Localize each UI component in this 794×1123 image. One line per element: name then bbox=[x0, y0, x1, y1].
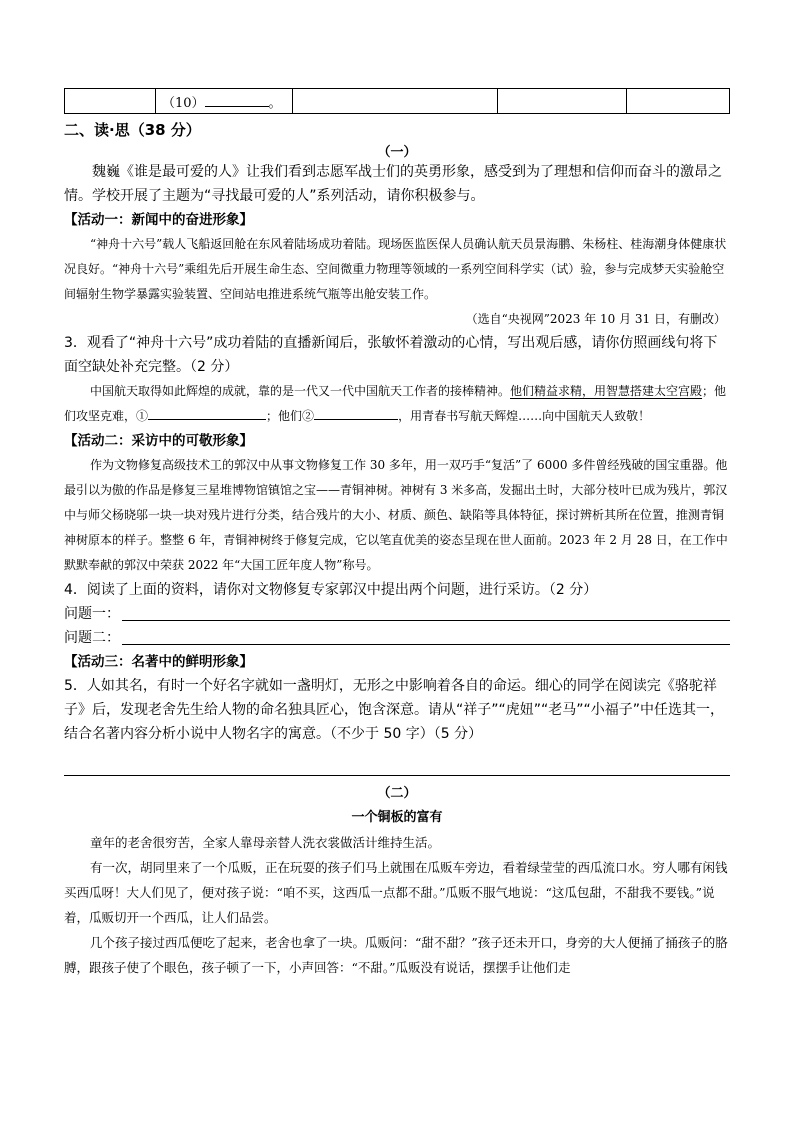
question-1-answer-line[interactable] bbox=[122, 620, 730, 621]
question-5-stem: 5．人如其名，有时一个好名字就如一盏明灯，无形之中影响着各自的命运。细心的同学在阅读完《骆驼祥子》后，发现老舍先生给人物的命名独具匠心，饱含深意。请从“祥子”“虎妞”“老马”“小福子”中任选其一，结合名著内容分析小说中人物名字的寓意。（不少于 50 字）（5 分） bbox=[64, 678, 725, 742]
story-paragraph-1: 童年的老舍很穷苦，全家人靠母亲替人洗衣裳做活计维持生活。 bbox=[90, 835, 441, 850]
q3-text-b: ；他们攻坚克难， bbox=[64, 384, 727, 423]
table-cell-empty bbox=[65, 89, 156, 114]
item-10-label: （10） bbox=[162, 95, 205, 111]
news-paragraph: “神舟十六号”载人飞船返回舱在东风着陆场成功着陆。现场医监医保人员确认航天员景海鹏、朱杨柱、桂海潮身体健康状况良好。“神舟十六号”乘组先后开展生命生态、空间微重力物理等领域的一系列空间科学实（试）验，参与完成梦天实验舱空间辐射生物学暴露实验装置、空间站电推进系统气瓶等出舱安装工作。 bbox=[64, 237, 727, 301]
q3-text-c: ；他们 bbox=[266, 409, 303, 423]
story-paragraph-3: 几个孩子接过西瓜便吃了起来，老舍也拿了一块。瓜贩问：“甜不甜？”孩子还未开口，身旁的大人便捅了捅孩子的胳膊，跟孩子使了个眼色，孩子顿了一下，小声回答：“不甜。”瓜贩没有说话，摆摆手让他们走 bbox=[64, 935, 728, 975]
activity-two-title: 【活动二：采访中的可敬形象】 bbox=[64, 433, 253, 449]
question-2-answer-line[interactable] bbox=[122, 644, 730, 645]
table-cell bbox=[627, 89, 730, 114]
story-paragraph-2: 有一次，胡同里来了一个瓜贩，正在玩耍的孩子们马上就围在瓜贩车旁边，看着绿莹莹的西瓜流口水。穷人哪有闲钱买西瓜呀！大人们见了，便对孩子说：“咱不买，这西瓜一点都不甜。”瓜贩不服气地说：“这瓜包甜，不甜我不要钱。”说着，瓜贩切开一个西瓜，让人们品尝。 bbox=[64, 860, 728, 925]
item-10-blank[interactable] bbox=[205, 92, 269, 107]
q3-mark-1: ① bbox=[136, 409, 149, 423]
activity-one-title: 【活动一：新闻中的奋进形象】 bbox=[64, 212, 253, 228]
q3-blank-1[interactable] bbox=[148, 405, 266, 420]
exam-page bbox=[64, 86, 730, 980]
q3-blank-2[interactable] bbox=[314, 405, 398, 420]
news-source: （选自“央视网”2023 年 10 月 31 日，有删改） bbox=[465, 312, 726, 326]
part-one-title: （一） bbox=[377, 145, 417, 160]
question-3-stem: 3．观看了“神舟十六号”成功着陆的直播新闻后，张敏怀着激动的心情，写出观后感，请你仿照画线句将下面空缺处补充完整。（2 分） bbox=[64, 335, 718, 375]
question-4-stem: 4．阅读了上面的资料，请你对文物修复专家郭汉中提出两个问题，进行采访。（2 分） bbox=[64, 582, 598, 598]
q3-mark-2: ② bbox=[302, 409, 315, 423]
question-4-line-2 bbox=[64, 626, 730, 650]
question-1-label: 问题一： bbox=[64, 606, 120, 622]
table-cell bbox=[498, 89, 627, 114]
q3-underlined-sentence: 他们精益求精，用智慧搭建太空宫殿 bbox=[510, 384, 703, 398]
question-2-label: 问题二： bbox=[64, 630, 120, 646]
activity-two-paragraph: 作为文物修复高级技术工的郭汉中从事文物修复工作 30 多年，用一双巧手“复活”了 6000 多件曾经残破的国宝重器。他最引以为傲的作品是修复三星堆博物馆镇馆之宝——青铜神树。神树有 3 米多高，发掘出土时，大部分枝叶已成为残片，郭汉中与师父杨晓邬一块一块对残片进行分类，结合残片的大小、材质、颜色、缺陷等具体特征，探讨辨析其所在位置，推测青铜神树原本的样子。整整 6 年，青铜神树终于修复完成，它以笔直优美的姿态呈现在世人面前。2023 年 2 月 28 日，在工作中默默奉献的郭汉中荣获 2022 年“大国工匠年度人物”称号。 bbox=[64, 458, 728, 572]
table-cell-item-10 bbox=[156, 89, 293, 114]
story-title: 一个铜板的富有 bbox=[351, 810, 443, 825]
question-3-text bbox=[64, 379, 730, 429]
q3-text-a: 中国航天取得如此辉煌的成就，靠的是一代又一代中国航天工作者的接棒精神。 bbox=[90, 384, 511, 398]
section-title: 二、读·思（38 分） bbox=[64, 121, 201, 139]
intro-paragraph: 魏巍《谁是最可爱的人》让我们看到志愿军战士们的英勇形象，感受到为了理想和信仰而奋斗的激昂之情。学校开展了主题为“寻找最可爱的人”系列活动，请你积极参与。 bbox=[64, 164, 722, 204]
item-10-suffix: 。 bbox=[268, 95, 282, 111]
question-5-answer-line[interactable] bbox=[64, 774, 730, 776]
table-row bbox=[65, 89, 730, 114]
answer-table-row bbox=[64, 88, 730, 114]
table-cell bbox=[293, 89, 498, 114]
q3-text-d: ，用青春书写航天辉煌……向中国航天人致敬！ bbox=[398, 409, 651, 423]
part-two-title: （二） bbox=[377, 786, 417, 801]
question-4-line-1 bbox=[64, 602, 730, 626]
activity-three-title: 【活动三：名著中的鲜明形象】 bbox=[64, 654, 253, 670]
